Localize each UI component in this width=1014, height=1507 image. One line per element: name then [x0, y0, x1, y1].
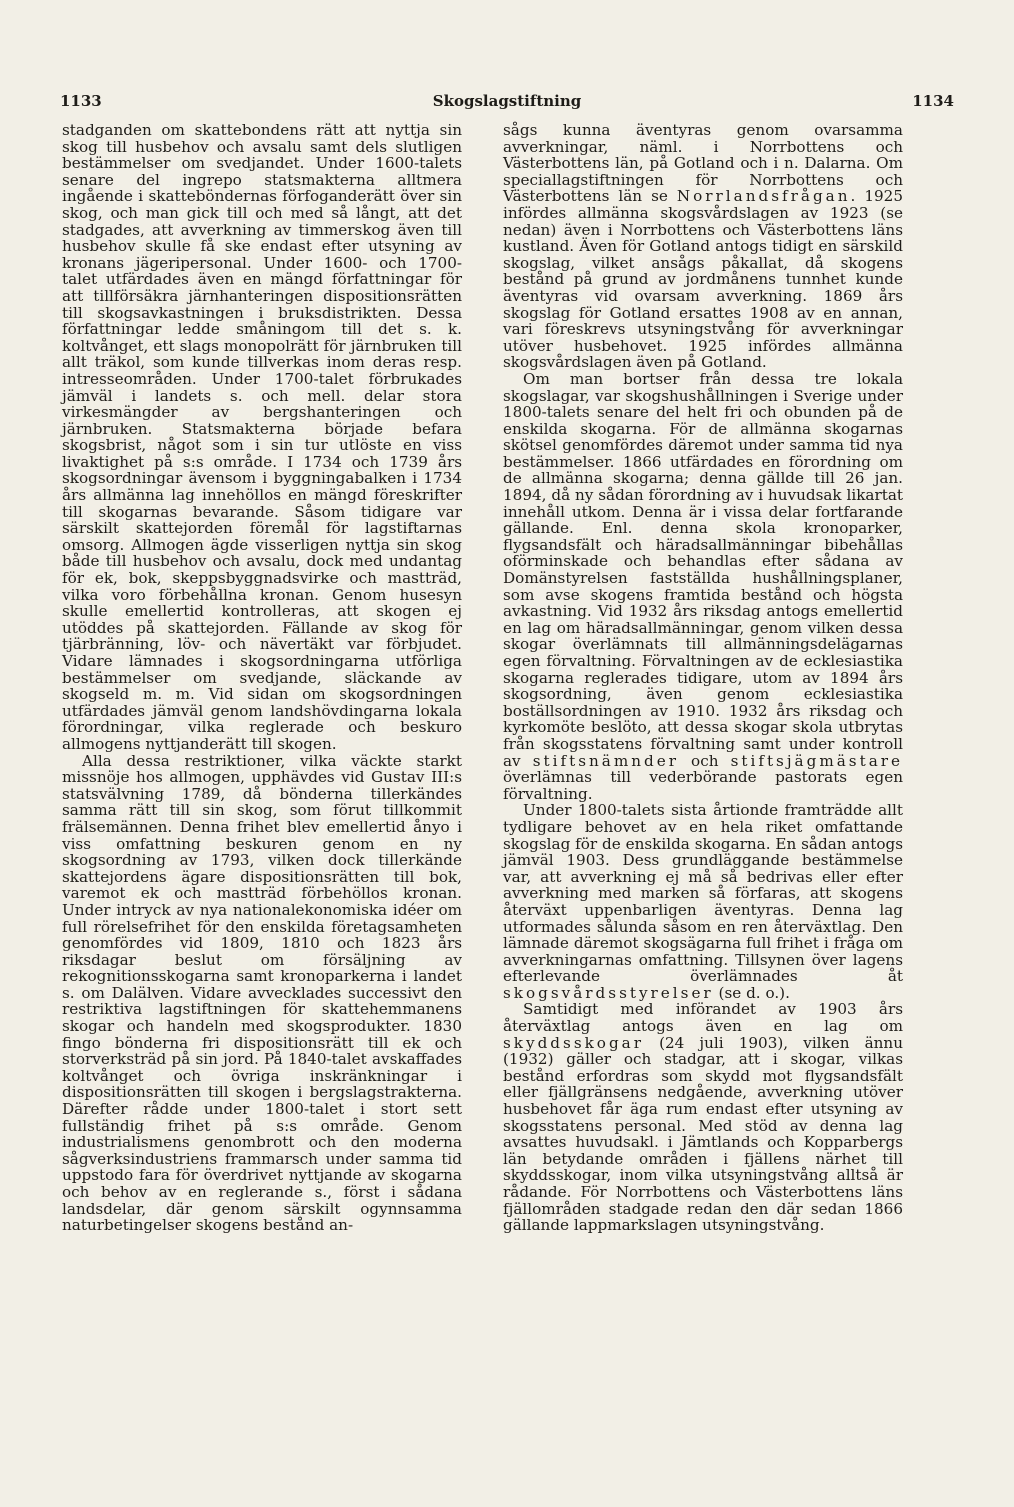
cross-reference: skogsvårdsstyrelser	[503, 983, 714, 1002]
paragraph	[503, 122, 903, 371]
running-title: Skogslagstiftning	[432, 92, 582, 110]
right-column	[503, 122, 903, 1234]
text-run: Samtidigt med införandet av 1903 års återväxtlag antogs även en lag om	[503, 1000, 903, 1036]
paragraph	[503, 802, 903, 1001]
text-run: och	[678, 751, 731, 770]
page-header	[60, 92, 954, 114]
text-run: . 1925 infördes allmänna skogsvårdslagen av 1923 (se nedan) även i Norrbottens och Västerbottens läns kustland. Även för Gotland antogs tidigt en särskild skogslag, vilket ansågs påkallat, då skogens bestånd på grund av jordmånens tunnhet kunde äventyras vid ovarsam avverkning. 1869 års skogslag för Gotland ersattes 1908 av en annan, vari föreskrevs utsyningstvång för avverkningar utöver husbehovet. 1925 infördes allmänna skogsvårdslagen även på Gotland.	[503, 187, 903, 372]
paragraph: stadganden om skattebondens rätt att nyttja sin skog till husbehov och avsalu samt dels slutligen bestämmelser om svedjandet. Under 1600-talets senare del ingrepo statsmakterna alltmera ingående i skatteböndernas förfoganderätt över sin skog, och man gick till och med så långt, att det stadgades, att avverkning av timmerskog även till husbehov skulle få ske endast efter utsyning av kronans jägeripersonal. Under 1600- och 1700-talet utfärdades även en mängd författningar för att tillförsäkra järnhanteringen dispositionsrätten till skogsavkastningen i bruksdistrikten. Dessa författningar ledde småningom till det s. k. koltvånget, ett slags monopolrätt för järnbruken till allt träkol, som kunde tillverkas inom deras resp. intresseområden. Under 1700-talet förbrukades jämväl i landets s. och mell. delar stora virkesmängder av bergshanteringen och järnbruken. Statsmakterna började befara skogsbrist, något som i sin tur utlöste en viss livaktighet på s:s område. I 1734 och 1739 års skogsordningar ävensom i byggningabalken i 1734 års allmänna lag innehöllos en mängd föreskrifter till skogarnas bevarande. Såsom tidigare var särskilt skattejorden föremål för lagstiftarnas omsorg. Allmogen ägde visserligen nyttja sin skog både till husbehov och avsalu, dock med undantag för ek, bok, skeppsbyggnadsvirke och mastträd, vilka voro förbehållna kronan. Genom husesyn skulle emellertid kontrolleras, att skogen ej utöddes på skattejorden. Fällande av skog för tjärbränning, löv- och nävertäkt var förbjudet. Vidare lämnades i skogsordningarna utförliga bestämmelser om svedjande, släckande av skogseld m. m. Vid sidan om skogsordningen utfärdades jämväl genom landshövdingarna lokala förordningar, vilka reglerade och beskuro allmogens nyttjanderätt till skogen.	[62, 121, 462, 753]
text-run: (24 juli 1903), vilken ännu (1932) gäller och stadgar, att i skogar, vilkas bestånd erfordras som skydd mot flygsandsfält eller fjällgränsens nedgående, avverkning utöver husbehovet får äga rum endast efter utsyning av skogsstatens personal. Med stöd av denna lag avsattes huvudsakl. i Jämtlands och Kopparbergs län betydande områden i fjällens närhet till skyddsskogar, inom vilka utsyningstvång alltså är rådande. För Norrbottens och Västerbottens läns fjällområden stadgade redan den där sedan 1866 gällande lappmarkslagen utsyningstvång.	[503, 1033, 903, 1235]
paragraph	[503, 1001, 903, 1233]
text-run: Under 1800-talets sista årtionde framträdde allt tydligare behovet av en hela riket omfattande skogslag för de enskilda skogarna. En sådan antogs jämväl 1903. Dess grundläggande bestämmelse var, att avverkning ej må så bedrivas eller efter avverkning med marken så förfaras, att skogens återväxt uppenbarligen äventyras. Denna lag utformades sålunda såsom en ren återväxtlag. Den lämnade däremot skogsägarna full frihet i fråga om avverkningarnas omfattning. Tillsynen över lagens efterlevande överlämnades åt	[503, 801, 903, 986]
cross-reference: skyddsskogar	[503, 1033, 644, 1052]
text-run: överlämnas till vederbörande pastorats egen förvaltning.	[503, 768, 903, 803]
cross-reference: Norrlandsfrågan	[676, 187, 851, 206]
text-run: (se d. o.).	[713, 983, 790, 1002]
text-run: sågs kunna äventyras genom ovarsamma avverkningar, näml. i Norrbottens och Västerbottens län, på Gotland och i n. Dalarna. Om speciallagstiftningen för Norrbottens och Västerbottens län se	[503, 121, 903, 206]
text-run: Om man bortser från dessa tre lokala skogslagar, var skogshushållningen i Sverige under 1800-talets senare del helt fri och obunden på de enskilda skogarna. För de allmänna skogarnas skötsel genomfördes däremot under samma tid nya bestämmelser. 1866 utfärdades en förordning om de allmänna skogarna; denna gällde till 26 jan. 1894, då ny sådan förordning av i huvudsak likartat innehåll utkom. Denna är i vissa delar fortfarande gällande. Enl. denna skola kronoparker, flygsandsfält och häradsallmänningar bibehållas oförminskade och behandlas efter sådana av Domänstyrelsen fastställda hushållningsplaner, som avse skogens framtida bestånd och högsta avkastning. Vid 1932 års riksdag antogs emellertid en lag om häradsallmänningar, genom vilken dessa skogar överlämnats till allmänningsdelägarnas egen förvaltning. Förvaltningen av de ecklesiastika skogarna reglerades tidigare, utom av 1894 års skogsordning, även genom ecklesiastika boställsordningen av 1910. 1932 års riksdag och kyrkomöte beslöto, att dessa skogar skola utbrytas från skogsstatens förvaltning samt under kontroll av	[503, 369, 903, 770]
cross-reference: stiftsnämnder	[532, 751, 679, 770]
paragraph: Alla dessa restriktioner, vilka väckte starkt missnöje hos allmogen, upphävdes vid Gustav III:s statsvälvning 1789, då bönderna tillerkändes samma rätt till sin skog, som förut tillkommit frälsemännen. Denna frihet blev emellertid ånyo i viss omfattning beskuren genom en ny skogsordning av 1793, vilken dock tillerkände skattejordens ägare dispositionsrätten till bok, varemot ek och mastträd förbehöllos kronan. Under intryck av nya nationalekonomiska idéer om full rörelsefrihet för den enskilda företagsamheten genomfördes vid 1809, 1810 och 1823 års riksdagar beslut om försäljning av rekognitionsskogarna samt kronoparkerna i landet s. om Dalälven. Vidare avvecklades successivt den restriktiva lagstiftningen för skattehemmanens skogar och handeln med skogsprodukter. 1830 fingo bönderna fri dispositionsrätt till ek och storverksträd på sin jord. På 1840-talet avskaffades koltvånget och övriga inskränkningar i dispositionsrätten till skogen i bergslagstrakterna. Därefter rådde under 1800-talet i stort sett fullständig frihet på s:s område. Genom industrialismens genombrott och den moderna sågverksindustriens frammarsch under samma tid uppstodo fara för överdrivet nyttjande av skogarna och behov av en reglerande s., först i sådana landsdelar, där genom särskilt ogynnsamma naturbetingelser skogens bestånd an-	[62, 751, 462, 1235]
page-number-right: 1134	[912, 92, 954, 110]
page-number-left: 1133	[60, 92, 102, 110]
cross-reference: stiftsjägmästare	[730, 751, 903, 770]
left-column	[62, 122, 462, 1234]
paragraph	[503, 371, 903, 802]
